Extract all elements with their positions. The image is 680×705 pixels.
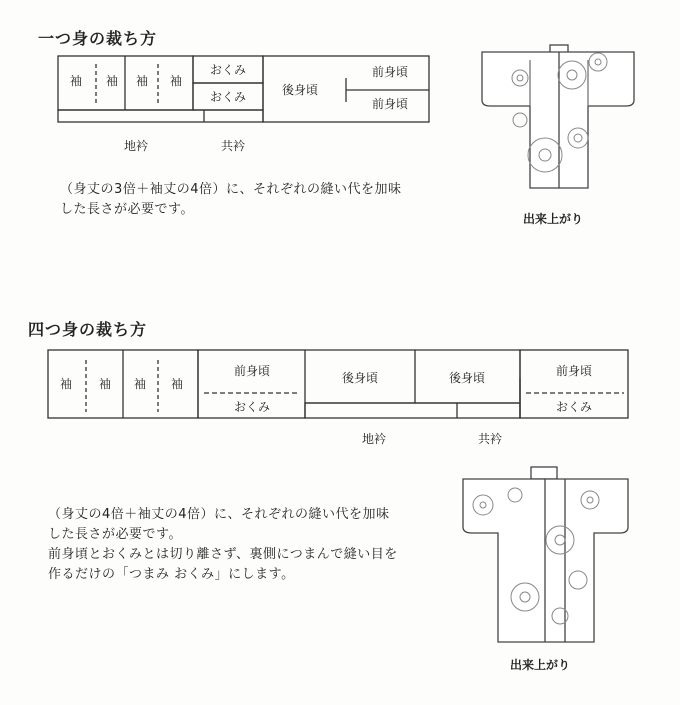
s1-sleeve-3: 袖 xyxy=(135,74,149,88)
section2-note xyxy=(48,505,468,585)
s1-front-body-2: 前身頃 xyxy=(371,97,409,111)
s2-back-body-2: 後身頃 xyxy=(448,371,486,385)
s2-sleeve-1: 袖 xyxy=(59,377,73,391)
s1-okumi-2: おくみ xyxy=(209,90,247,104)
section1-title: 一つ身の裁ち方 xyxy=(38,29,158,48)
section2-finished-caption: 出来上がり xyxy=(510,658,571,672)
section1-finished-caption: 出来上がり xyxy=(523,212,584,226)
s1-okumi-1: おくみ xyxy=(209,63,247,77)
finished-kimono-2 xyxy=(463,467,628,642)
section2-note-line: した長さが必要です。 xyxy=(48,527,182,542)
s1-sleeve-1: 袖 xyxy=(69,74,83,88)
section2-note-line: 作るだけの「つまみ おくみ」にします。 xyxy=(48,567,295,582)
section1-note-line: した長さが必要です。 xyxy=(60,202,194,217)
collar-strip xyxy=(58,110,263,122)
s2-front-body-left: 前身頃 xyxy=(233,364,271,378)
s1-collar: 地衿 xyxy=(123,139,149,153)
s2-common-collar: 共衿 xyxy=(477,432,503,446)
s2-okumi-left: おくみ xyxy=(233,400,271,414)
section1-note xyxy=(60,180,460,220)
s1-sleeve-2: 袖 xyxy=(105,74,119,88)
s2-sleeve-2: 袖 xyxy=(98,377,112,391)
s1-common-collar: 共衿 xyxy=(220,139,246,153)
s1-front-body-1: 前身頃 xyxy=(371,65,409,79)
s2-back-body-1: 後身頃 xyxy=(341,371,379,385)
s1-back-body: 後身頃 xyxy=(281,83,319,97)
s2-sleeve-4: 袖 xyxy=(170,377,184,391)
section1-note-line: （身丈の3倍＋袖丈の4倍）に、それぞれの縫い代を加味 xyxy=(60,182,402,197)
s2-front-body-right: 前身頃 xyxy=(555,364,593,378)
section2-note-line: （身丈の4倍＋袖丈の4倍）に、それぞれの縫い代を加味 xyxy=(48,507,390,522)
section2-note-line: 前身頃とおくみとは切り離さず、裏側につまんで縫い目を xyxy=(48,547,398,562)
s2-okumi-right: おくみ xyxy=(555,400,593,414)
section2-title: 四つ身の裁ち方 xyxy=(28,320,148,339)
s1-sleeve-4: 袖 xyxy=(169,74,183,88)
s2-collar: 地衿 xyxy=(361,432,387,446)
finished-kimono-1 xyxy=(482,45,634,188)
s2-sleeve-3: 袖 xyxy=(133,377,147,391)
